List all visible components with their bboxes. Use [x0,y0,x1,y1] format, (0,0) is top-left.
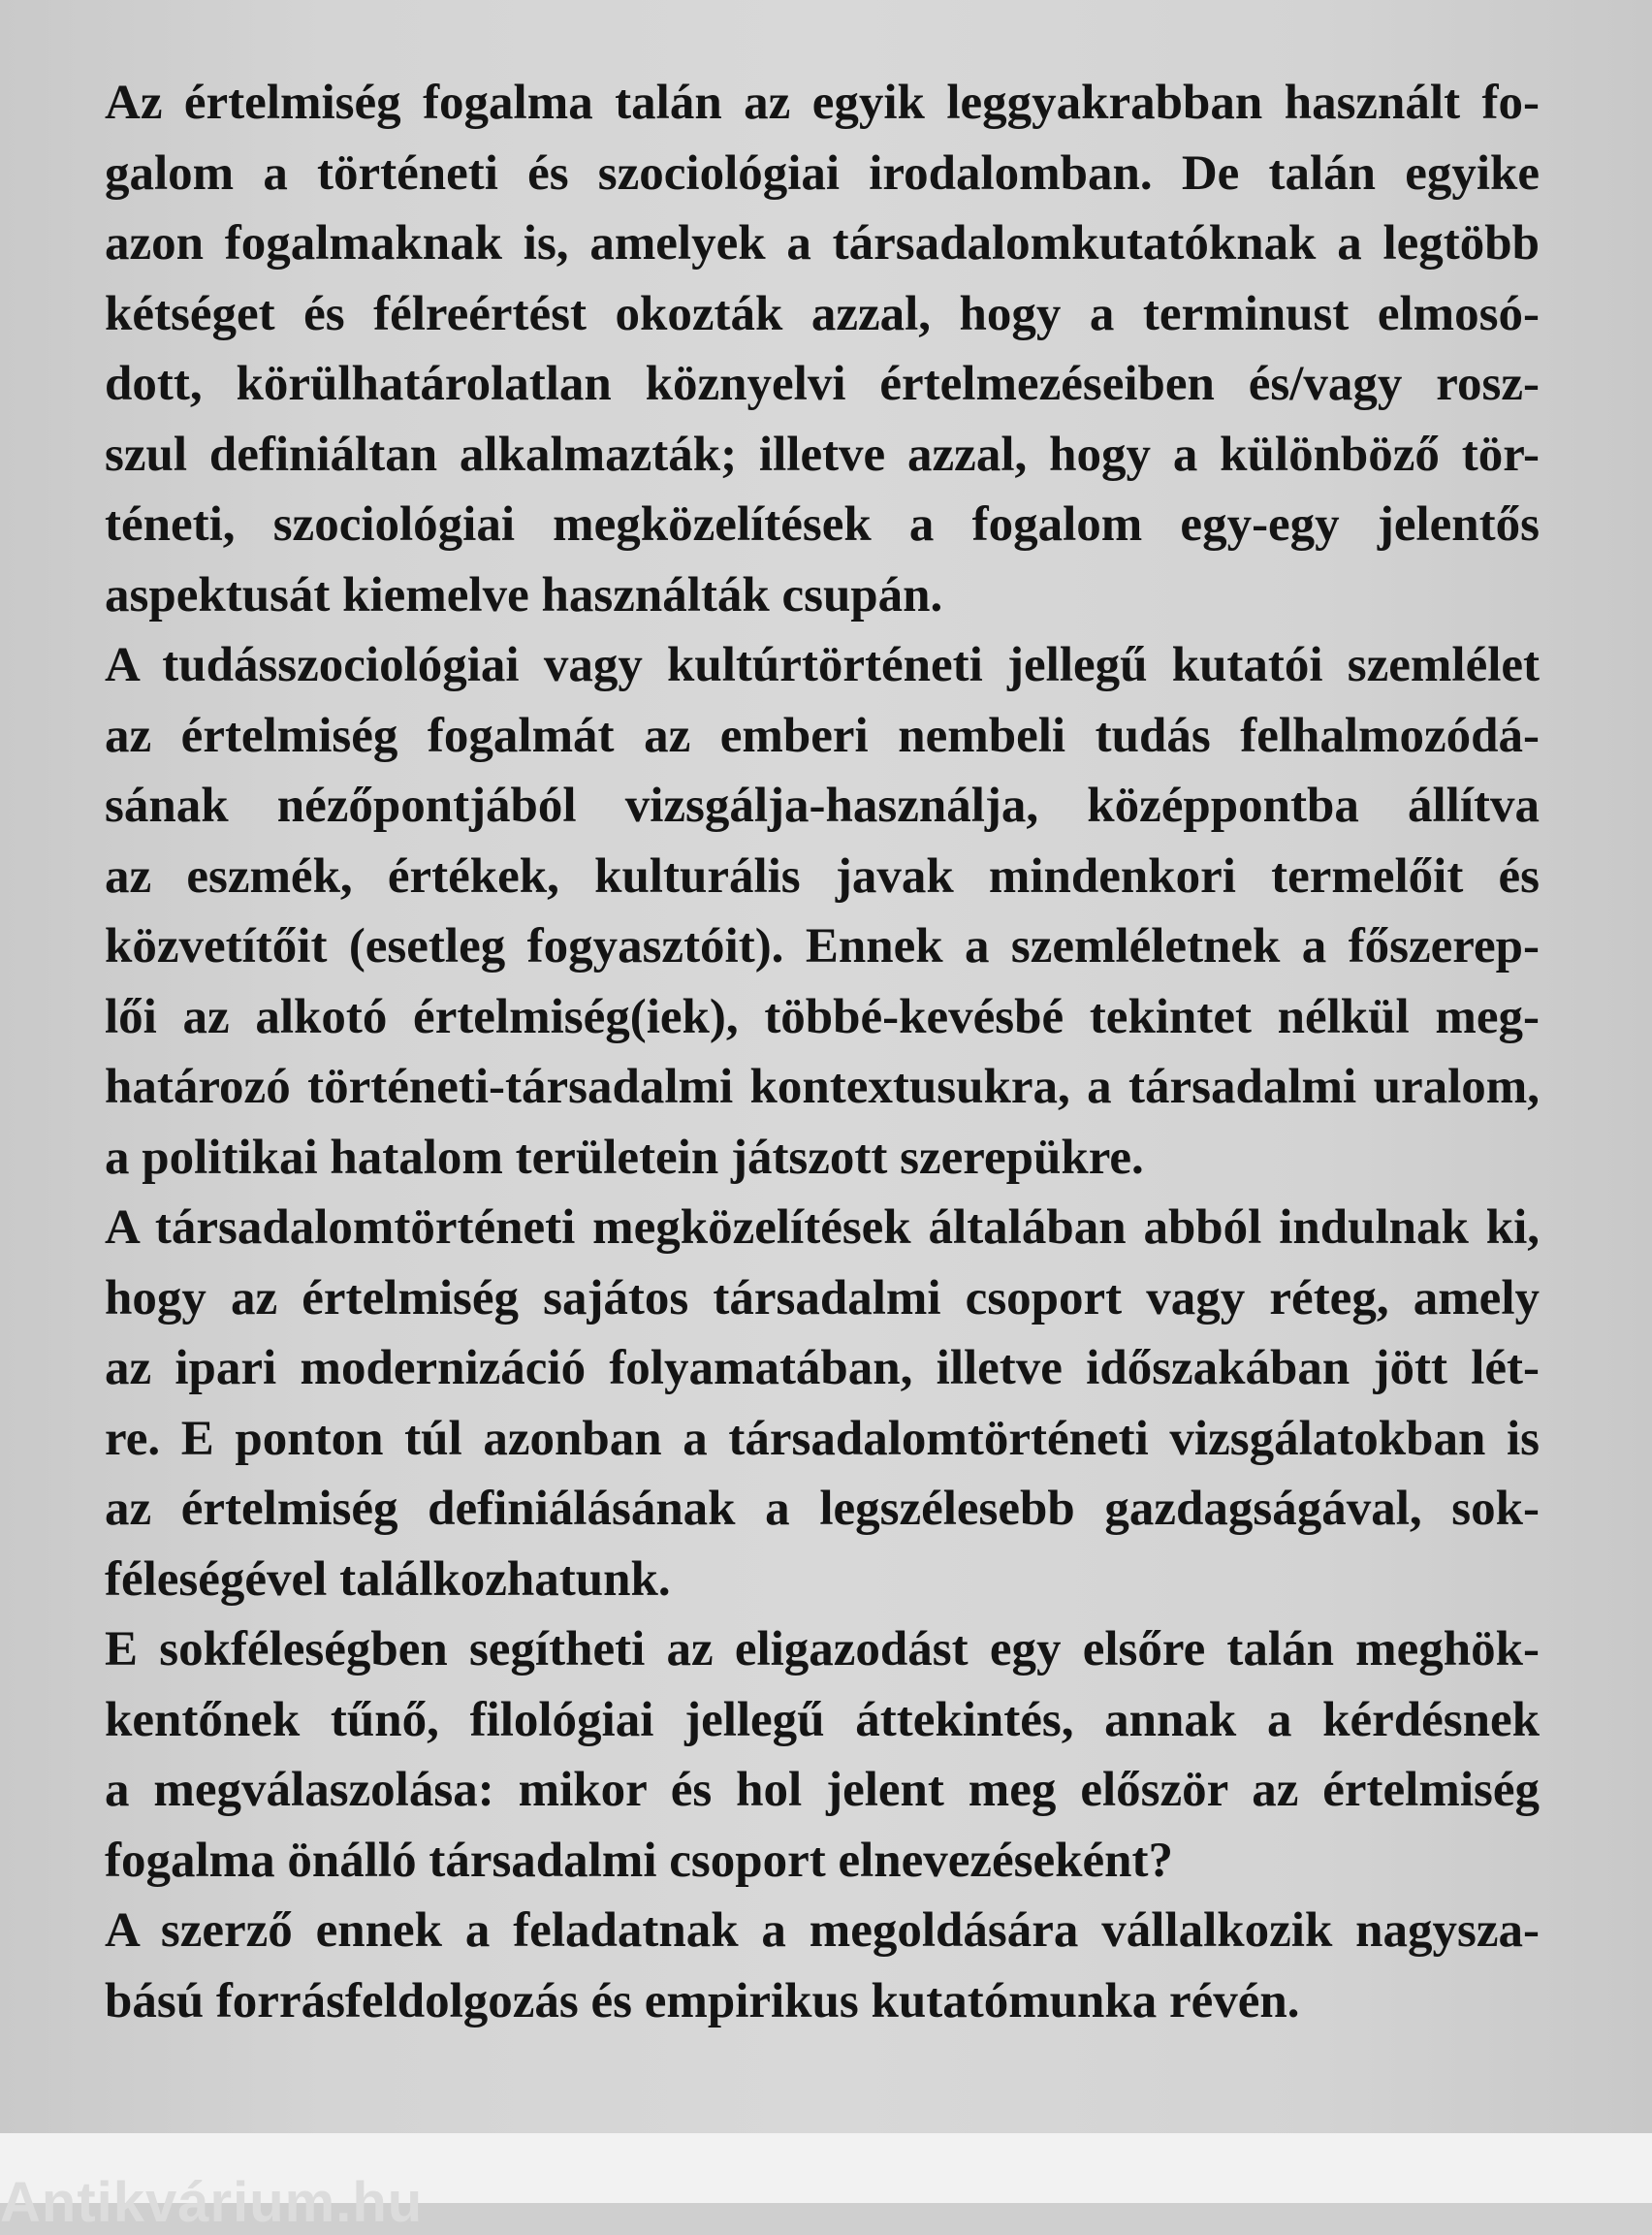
paragraph-4 [105,1614,1540,1896]
text-line: azon fogalmaknak is, amelyek a társadalomkutatóknak a legtöbb [105,216,1540,271]
text-line: közvetítőit (esetleg fogyasztóit). Ennek a szemléletnek a főszerep- [105,919,1540,974]
text-line: A társadalomtörténeti megközelítések általában abból indulnak ki, [105,1200,1540,1255]
blurb-text [105,68,1540,2036]
text-line: az értelmiség fogalmát az emberi nembeli tudás felhalmozódá- [105,708,1540,763]
text-line: hogy az értelmiség sajátos társadalmi csoport vagy réteg, amely [105,1270,1540,1325]
text-line: téneti, szociológiai megközelítések a fogalom egy-egy jelentős [105,497,1540,552]
text-line: dott, körülhatárolatlan köznyelvi értelmezéseiben és/vagy rosz- [105,357,1540,411]
paragraph-3 [105,1193,1540,1614]
text-line: re. E ponton túl azonban a társadalomtörténeti vizsgálatokban is [105,1411,1540,1466]
text-line: az ipari modernizáció folyamatában, illetve időszakában jött lét- [105,1341,1540,1395]
paragraph-2 [105,630,1540,1193]
paragraph-5 [105,1896,1540,2036]
text-line: aspektusát kiemelve használták csupán. [105,567,943,623]
text-line: határozó történeti-társadalmi kontextusukra, a társadalmi uralom, [105,1060,1540,1114]
text-line: A tudásszociológiai vagy kultúrtörténeti jellegű kutatói szemlélet [105,638,1540,692]
text-line: sának nézőpontjából vizsgálja-használja, középpontba állítva [105,779,1540,833]
text-line: Az értelmiség fogalma talán az egyik leggyakrabban használt fo- [105,76,1540,130]
text-line: az eszmék, értékek, kulturális javak mindenkori termelőit és [105,848,1540,904]
text-line: fogalma önálló társadalmi csoport elnevezéseként? [105,1833,1174,1888]
text-line: E sokféleségben segítheti az eligazodást egy elsőre talán meghök- [105,1622,1540,1676]
text-line: féleségével találkozhatunk. [105,1551,671,1607]
text-line: kétséget és félreértést okozták azzal, hogy a terminust elmosó- [105,286,1540,341]
text-line: a megválaszolása: mikor és hol jelent meg először az értelmiség [105,1763,1540,1817]
watermark: Antikvárium.hu [0,2171,424,2234]
text-line: galom a történeti és szociológiai irodalomban. De talán egyike [105,145,1540,201]
text-line: az értelmiség definiálásának a legszélesebb gazdagságával, sok- [105,1482,1540,1536]
text-line: szul definiáltan alkalmazták; illetve azzal, hogy a különböző tör- [105,427,1540,482]
paragraph-1 [105,68,1540,630]
text-line: a politikai hatalom területein játszott szerepükre. [105,1130,1144,1185]
text-line: A szerző ennek a feladatnak a megoldására vállalkozik nagysza- [105,1903,1540,1958]
text-line: bású forrásfeldolgozás és empirikus kutatómunka révén. [105,1973,1300,2028]
text-line: kentőnek tűnő, filológiai jellegű áttekintés, annak a kérdésnek [105,1692,1540,1747]
text-line: lői az alkotó értelmiség(iek), többé-kevésbé tekintet nélkül meg- [105,989,1540,1044]
